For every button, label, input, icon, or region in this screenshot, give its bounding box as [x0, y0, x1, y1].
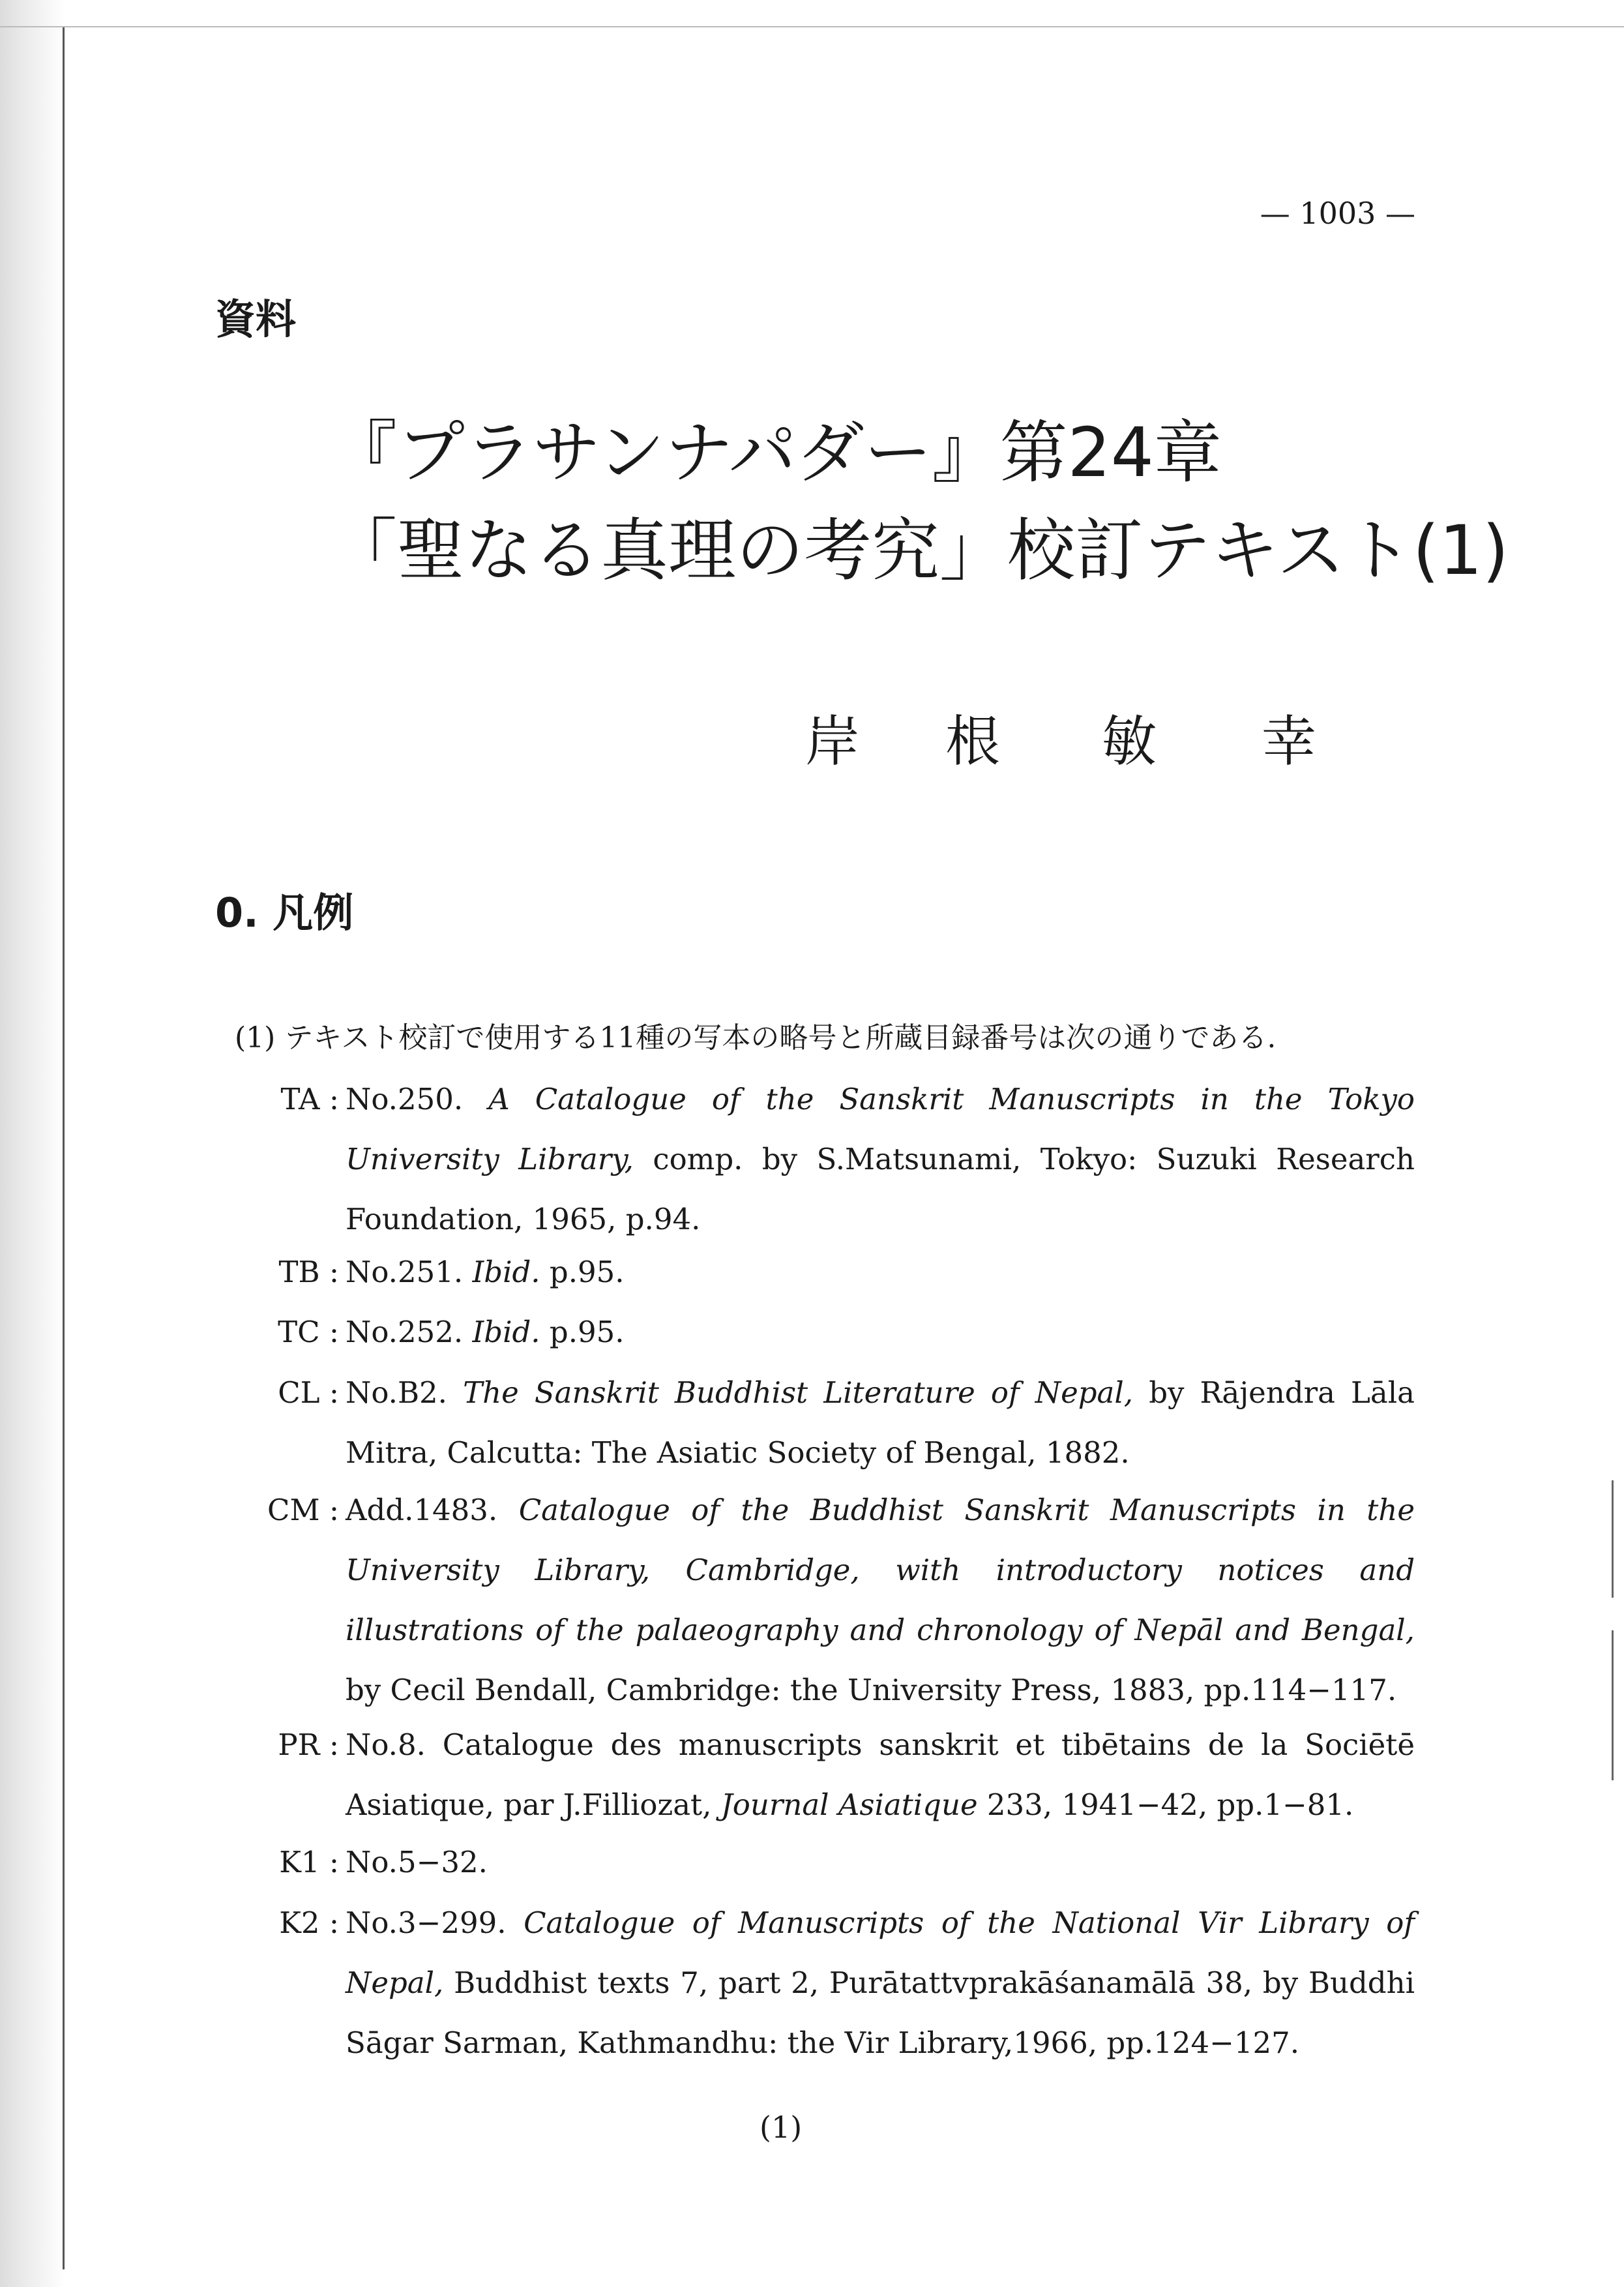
entry-title: Catalogue of Manuscripts of the National Vir Library of Nepal,	[346, 1906, 1415, 2000]
manuscript-entry-pr	[241, 1715, 1415, 1835]
entry-sigla: PR :	[278, 1727, 339, 1762]
entry-number: No.250.	[346, 1082, 464, 1116]
entry-title-plain: Catalogue des manuscripts sanskrit et tibētains de la Sociētē Asiatique, par J.Filliozat,	[346, 1727, 1415, 1822]
author-char-1: 岸	[805, 710, 861, 773]
entry-title: Catalogue of the Buddhist Sanskrit Manuscripts in the University Library, Cambridge, with introductory notices and illustrations of the palaeography and chronology of Nepāl and Bengal,	[346, 1493, 1415, 1647]
author-char-4: 幸	[1262, 710, 1317, 773]
entry-details: 233, 1941−42, pp.1−81.	[986, 1787, 1354, 1822]
manuscript-entry-cm	[241, 1480, 1415, 1720]
manuscript-entry-ta	[241, 1069, 1415, 1249]
entry-number: No.B2.	[346, 1375, 447, 1410]
entry-sigla: CM :	[267, 1493, 339, 1527]
entry-sigla: TA :	[280, 1082, 339, 1116]
entry-sigla: CL :	[278, 1375, 339, 1410]
section-heading: 0. 凡例	[215, 889, 354, 936]
page-footer-number: (1)	[760, 2110, 803, 2145]
manuscript-entry-cl	[241, 1363, 1415, 1483]
entry-sigla: TC :	[278, 1315, 339, 1349]
entry-title: A Catalogue of the Sanskrit Manuscripts in the Tokyo University Library,	[346, 1082, 1415, 1176]
page-top-edge	[0, 26, 1624, 27]
entry-details: by Cecil Bendall, Cambridge: the University Press, 1883, pp.114−117.	[346, 1673, 1397, 1707]
entry-title: Ibid.	[472, 1255, 540, 1289]
entry-sigla: TB :	[278, 1255, 339, 1289]
manuscript-entry-k2	[241, 1893, 1415, 2073]
binding-shadow	[0, 0, 65, 2287]
entry-journal: Journal Asiatique	[720, 1787, 978, 1822]
manuscript-entry-tb	[241, 1242, 1415, 1302]
intro-paragraph: (1) テキスト校訂で使用する11種の写本の略号と所蔵目録番号は次の通りである.	[235, 1021, 1277, 1054]
entry-details: by Rājendra Lāla Mitra, Calcutta: The Asiatic Society of Bengal, 1882.	[346, 1375, 1415, 1470]
entry-sigla: K1 :	[279, 1845, 339, 1879]
entry-title: Ibid.	[472, 1315, 540, 1349]
entry-details: p.95.	[549, 1255, 625, 1289]
scan-artifact-mark	[1612, 1630, 1614, 1780]
entry-number: No.252.	[346, 1315, 464, 1349]
binding-edge-line	[63, 26, 65, 2269]
entry-title: The Sanskrit Buddhist Literature of Nepal,	[463, 1375, 1134, 1410]
title-line-2: 「聖なる真理の考究」校訂テキスト(1)	[329, 511, 1509, 590]
manuscript-entry-tc	[241, 1302, 1415, 1362]
entry-number: No.251.	[346, 1255, 464, 1289]
entry-number: No.8.	[346, 1727, 426, 1762]
entry-details: Buddhist texts 7, part 2, Purātattvprakāśanamālā 38, by Buddhi Sāgar Sarman, Kathmandhu: the Vir Library,1966, pp.124−127.	[346, 1966, 1415, 2060]
entry-sigla: K2 :	[279, 1906, 339, 1940]
scan-artifact-mark	[1612, 1480, 1614, 1598]
manuscript-entry-k1	[241, 1832, 1415, 1892]
document-label: 資料	[215, 295, 297, 343]
entry-number: No.5−32.	[346, 1845, 488, 1879]
entry-details: p.95.	[549, 1315, 625, 1349]
author-char-3: 敏	[1102, 710, 1157, 773]
entry-details: comp. by S.Matsunami, Tokyo: Suzuki Research Foundation, 1965, p.94.	[346, 1142, 1415, 1236]
title-line-1: 『プラサンナパダー』第24章	[329, 413, 1222, 492]
page-number: — 1003 —	[1260, 196, 1415, 231]
author-char-2: 根	[945, 710, 1001, 773]
entry-number: No.3−299.	[346, 1906, 507, 1940]
entry-number: Add.1483.	[346, 1493, 498, 1527]
